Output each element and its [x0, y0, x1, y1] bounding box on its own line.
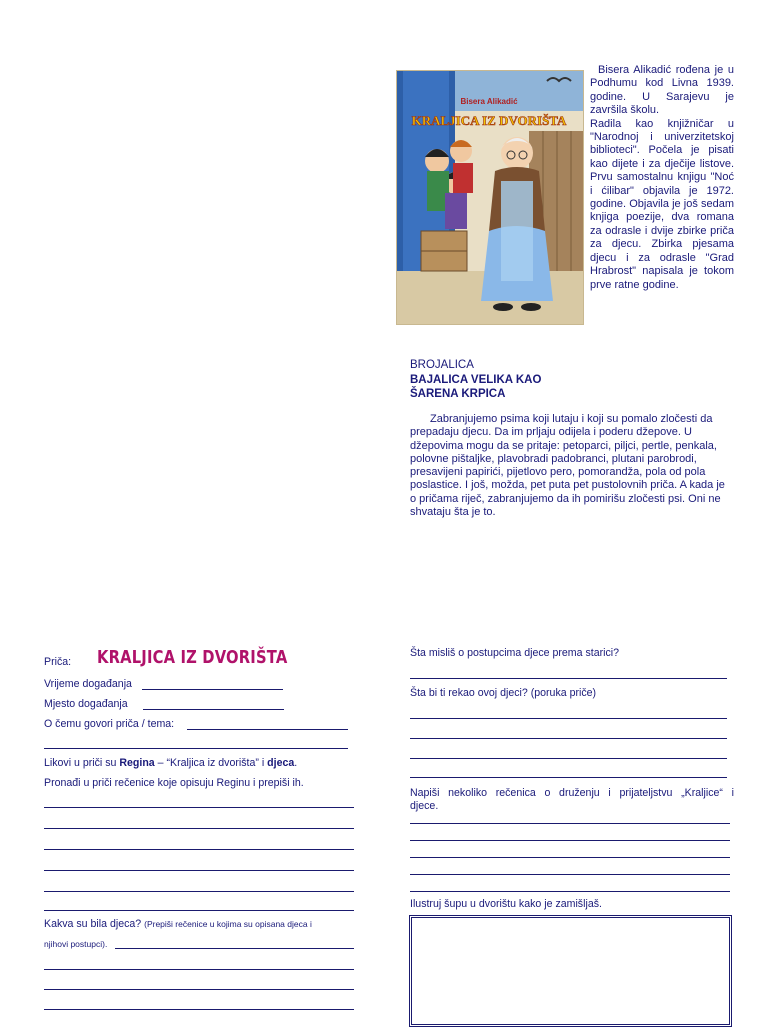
bio-paragraph-2: Radila kao knjižničar u "Narodnoj i univerzitetskoj biblioteci". Počela je pisati kao dijete i za dječije listove. Prvu samostalnu knjigu "Noć i ćilibar" objavila je 1972. godine. Objavila je još sedam knjiga poezije, dva romana za odrasle i dvije zbirke priča za djecu. Zbirka pjesama djecu i za odrasle "Grad Hrabrost" napisala je tokom prve ratne godine. [590, 117, 734, 291]
kakva-question-cont: njihovi postupci). [44, 939, 108, 949]
pronadji-instruction: Pronađi u priči rečenice koje opisuju Reginu i prepiši ih. [44, 777, 304, 789]
djeca-answer-line-4[interactable] [44, 1009, 354, 1010]
napisi-answer-line-3[interactable] [410, 857, 730, 858]
brojalica-label: BROJALICA [410, 359, 474, 371]
rekao-answer-line-3[interactable] [410, 758, 727, 759]
regina-answer-line-5[interactable] [44, 891, 354, 892]
vrijeme-label: Vrijeme događanja [44, 678, 132, 690]
rekao-question: Šta bi ti rekao ovoj djeci? (poruka priče) [410, 687, 597, 699]
book-cover-image [396, 70, 584, 325]
story-title: KRALJICA IZ DVORIŠTA [97, 647, 288, 668]
misli-answer-line[interactable] [410, 678, 727, 679]
djeca-answer-line-1[interactable] [115, 948, 354, 949]
regina-answer-line-1[interactable] [44, 807, 354, 808]
napisi-answer-line-1[interactable] [410, 823, 730, 824]
tema-answer-line-1[interactable] [187, 729, 348, 730]
kakva-question: Kakva su bila djeca? (Prepiši rečenice u kojima su opisana djeca i [44, 918, 312, 930]
napisi-question: Napiši nekoliko rečenica o druženju i prijateljstvu „Kraljice“ i [410, 787, 734, 799]
djeca-answer-line-2[interactable] [44, 969, 354, 970]
illustration-drawing-box[interactable] [409, 915, 732, 1027]
vrijeme-answer-line[interactable] [142, 689, 283, 690]
mjesto-answer-line[interactable] [143, 709, 284, 710]
author-biography [590, 64, 734, 292]
brojalica-title-line-2: ŠARENA KRPICA [410, 388, 506, 400]
tema-answer-line-2[interactable] [44, 748, 348, 749]
cover-title: KRALJICA IZ DVORIŠTA [411, 113, 567, 128]
brojalica-title-line-1: BAJALICA VELIKA KAO [410, 374, 542, 386]
likovi-djeca: djeca [267, 757, 295, 769]
brojalica-paragraph: Zabranjujemo psima koji lutaju i koji su pomalo zločesti da prepadaju djecu. Da im prljaju odijela i poderu džepove. U džepovima mogu da se pritaje: petoparci, piljci, pertle, penkala, polovne pištaljke, plavobradi padobranci, plutani parobrodi, presavijeni papirići, pijetlovo pero, pomorandža, pola od pola poslastice. I još, možda, pet puta pet pustolovnih priča. A kada je o pričama riječ, zabranjujemo da ih pomirišu zločesti psi. Oni ne shvataju šta je to. [410, 413, 725, 519]
rekao-answer-line-1[interactable] [410, 718, 727, 719]
misli-question: Šta misliš o postupcima djece prema starici? [410, 647, 620, 659]
bio-paragraph-1: Bisera Alikadić rođena je u Podhumu kod Livna 1939. godine. U Sarajevu je završila školu. [590, 64, 734, 117]
regina-answer-line-4[interactable] [44, 870, 354, 871]
prica-label: Priča: [44, 656, 72, 668]
rekao-answer-line-2[interactable] [410, 738, 727, 739]
mjesto-label: Mjesto događanja [44, 698, 128, 710]
brojalica-text [410, 413, 732, 519]
djeca-answer-line-3[interactable] [44, 989, 354, 990]
likovi-sentence: Likovi u priči su Regina – “Kraljica iz dvorišta” i djeca. [44, 757, 298, 769]
napisi-question-cont: djece. [410, 800, 439, 812]
cover-author: Bisera Alikadić [460, 97, 518, 106]
regina-answer-line-6[interactable] [44, 910, 354, 911]
ilustruj-instruction: Ilustruj šupu u dvorištu kako je zamišljaš. [410, 898, 602, 910]
rekao-answer-line-4[interactable] [410, 777, 727, 778]
napisi-answer-line-5[interactable] [410, 891, 730, 892]
napisi-answer-line-4[interactable] [410, 874, 730, 875]
likovi-regina: Regina [119, 757, 155, 769]
regina-answer-line-3[interactable] [44, 849, 354, 850]
tema-label: O čemu govori priča / tema: [44, 718, 175, 730]
napisi-answer-line-2[interactable] [410, 840, 730, 841]
brojalica-title [410, 373, 610, 401]
regina-answer-line-2[interactable] [44, 828, 354, 829]
